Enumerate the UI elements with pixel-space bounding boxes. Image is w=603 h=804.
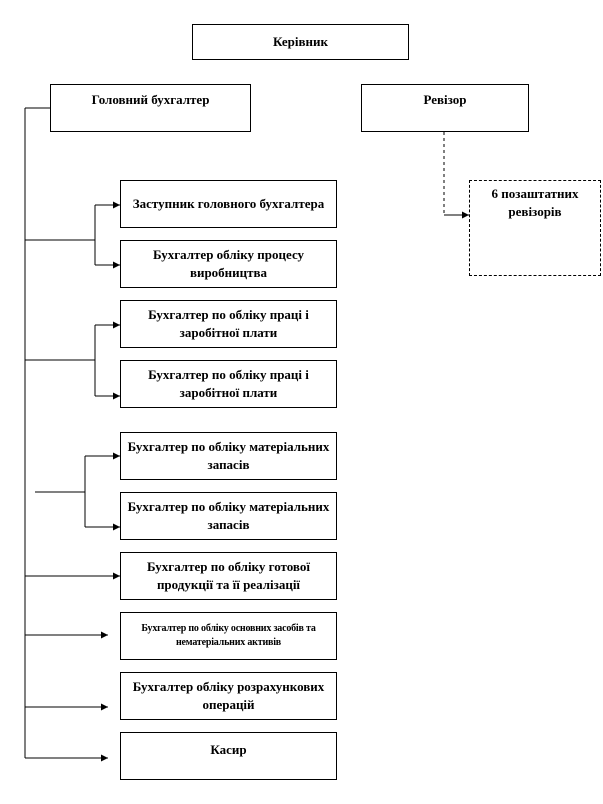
auditor-box (361, 84, 529, 132)
chief-accountant-box (50, 84, 251, 132)
settlements-label: Бухгалтер обліку розрахункових операцій (132, 679, 325, 712)
deputy-box (120, 180, 337, 228)
production-label: Бухгалтер обліку процесу виробництва (152, 247, 305, 280)
connector-group-2 (25, 325, 120, 396)
labor-label-2: Бухгалтер по обліку праці і заробітної плати (148, 367, 309, 400)
external-auditors-box (469, 180, 601, 276)
spine-line (25, 108, 50, 758)
labor-box-1 (120, 300, 337, 348)
external-auditors-label: 6 позаштатних ревізорів (491, 186, 579, 219)
fixed-assets-label: Бухгалтер по обліку основних засобів та нематеріальних активів (141, 623, 316, 648)
head-box (192, 24, 409, 60)
materials-label-1: Бухгалтер по обліку матеріальних запасів (127, 439, 330, 472)
auditor-connector (444, 132, 469, 215)
direct-arrows (25, 576, 120, 758)
fixed-assets-box (120, 612, 337, 660)
deputy-label: Заступник головного бухгалтера (132, 196, 325, 211)
materials-box-2 (120, 492, 337, 540)
auditor-label: Ревізор (423, 92, 467, 107)
cashier-box (120, 732, 337, 780)
finished-goods-box (120, 552, 337, 600)
materials-box-1 (120, 432, 337, 480)
materials-label-2: Бухгалтер по обліку матеріальних запасів (127, 499, 330, 532)
finished-goods-label: Бухгалтер по обліку готової продукції та її реалізації (147, 559, 310, 592)
chief-accountant-label: Головний бухгалтер (91, 92, 210, 107)
production-box (120, 240, 337, 288)
cashier-label: Касир (210, 742, 247, 757)
connector-group-3 (35, 456, 120, 527)
connector-group-1 (25, 205, 120, 265)
settlements-box (120, 672, 337, 720)
labor-label-1: Бухгалтер по обліку праці і заробітної плати (148, 307, 309, 340)
head-label: Керівник (272, 34, 329, 49)
labor-box-2 (120, 360, 337, 408)
